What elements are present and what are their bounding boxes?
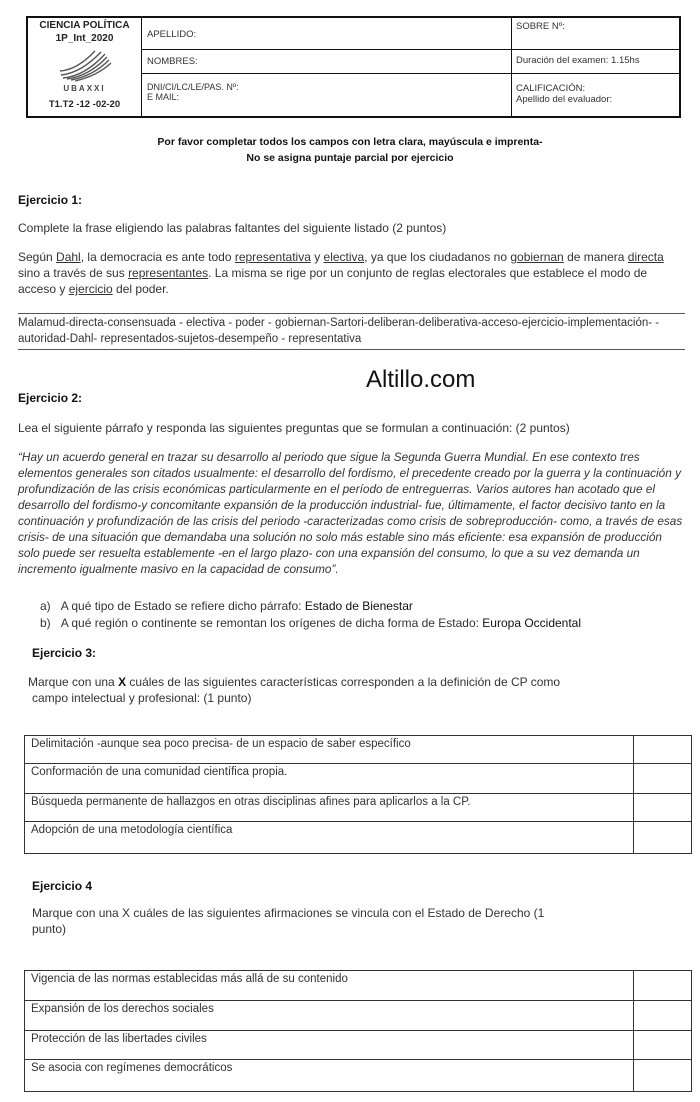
text-fragment: sino a través de sus (18, 266, 129, 280)
checkbox-cell[interactable] (634, 1001, 692, 1031)
table-cell: Adopción de una metodología científica (25, 822, 634, 854)
checkbox-cell[interactable] (634, 794, 692, 822)
answer-word: electiva (323, 250, 365, 264)
ej1-sentence (18, 249, 686, 297)
text-fragment: , la democracia es ante todo (80, 250, 235, 264)
text-fragment: de manera (563, 250, 628, 264)
duracion-label: Duración del examen: 1.15hs (516, 55, 640, 66)
table-cell: Delimitación -aunque sea poco precisa- de un espacio de saber específico (25, 736, 634, 764)
apellido-field[interactable] (142, 18, 512, 50)
text-fragment: , ya que los ciudadanos no (364, 250, 511, 264)
dni-label: DNI/CI/LC/LE/PAS. Nº: (147, 82, 239, 92)
table-cell: Búsqueda permanente de hallazgos en otras disciplinas afines para aplicarlos a la CP. (25, 794, 634, 822)
table-row (25, 822, 692, 854)
table-row (25, 1031, 692, 1060)
answer-word: representativa (234, 250, 311, 264)
evaluador-label: Apellido del evaluador: (516, 94, 613, 105)
watermark: Altillo.com (366, 366, 476, 393)
ej2-question-a (40, 598, 413, 614)
answer-word: acceso (18, 282, 57, 296)
table-row (25, 971, 692, 1001)
ej1-word-list: Malamud-directa-consensuada - electiva - poder - gobiernan-Sartori-deliberan-deliberativa-acceso-ejercicio-implementación- -autoridad-Dahl- representados-sujetos-desempeño - representativa (18, 313, 685, 350)
list-marker: b) (40, 616, 51, 630)
ej1-instruction: Complete la frase eligiendo las palabras faltantes del siguiente listado (2 puntos) (18, 221, 447, 235)
answer-text: Europa Occidental (482, 616, 582, 630)
ej2-title: Ejercicio 2: (18, 391, 83, 405)
sobre-label: SOBRE Nº: (516, 21, 565, 32)
table-row (25, 736, 692, 764)
nombres-label: NOMBRES: (147, 56, 198, 67)
answer-word: gobiernan (510, 250, 564, 264)
answer-word: directa (627, 250, 664, 264)
table-cell: Vigencia de las normas establecidas más allá de su contenido (25, 971, 634, 1001)
course-code: 1P_Int_2020 (55, 33, 114, 44)
calificacion-label: CALIFICACIÓN: (516, 83, 586, 94)
table-row (25, 1060, 692, 1092)
checkbox-cell[interactable] (634, 1031, 692, 1060)
checkbox-cell[interactable] (634, 822, 692, 854)
apellido-label: APELLIDO: (147, 29, 197, 40)
ej1-title: Ejercicio 1: (18, 193, 83, 207)
ej3-table (24, 735, 692, 854)
text-fragment: y (310, 250, 324, 264)
dni-email-field[interactable] (142, 74, 512, 116)
duracion-cell (512, 50, 679, 74)
text-fragment: del poder. (112, 282, 169, 296)
answer-word: ejercicio (68, 282, 113, 296)
notice-line-1: Por favor completar todos los campos con letra clara, mayúscula e imprenta- (157, 136, 543, 148)
list-marker: a) (40, 599, 51, 613)
exam-code: T1.T2 -12 -02-20 (48, 99, 121, 110)
notice-line-2: No se asigna puntaje parcial por ejercicio (246, 152, 454, 164)
question-text: A qué región o continente se remontan los orígenes de dicha forma de Estado: (60, 616, 483, 630)
x-mark: X (118, 675, 127, 689)
ej4-table (24, 970, 692, 1092)
text-fragment: Marque con una (28, 675, 119, 689)
ej2-question-b (40, 615, 581, 631)
ej3-instruction-1 (28, 674, 560, 690)
text-fragment: y (56, 282, 69, 296)
ej2-instruction: Lea el siguiente párrafo y responda las siguientes preguntas que se formulan a continuación: (2 puntos) (18, 421, 570, 435)
sobre-field[interactable] (512, 18, 679, 50)
table-cell: Conformación de una comunidad científica propia. (25, 764, 634, 794)
table-row (25, 1001, 692, 1031)
table-cell: Protección de las libertades civiles (25, 1031, 634, 1060)
ubaxxi-logo-icon (55, 48, 115, 82)
checkbox-cell[interactable] (634, 764, 692, 794)
checkbox-cell[interactable] (634, 1060, 692, 1092)
answer-text: Estado de Bienestar (304, 599, 413, 613)
email-label: E MAIL: (147, 92, 180, 102)
course-name: CIENCIA POLÍTICA (39, 20, 130, 31)
text-fragment: . La misma se rige por un conjunto de reglas electorales que establece el modo de (208, 266, 648, 280)
ej4-instruction-2: punto) (32, 922, 67, 936)
checkbox-cell[interactable] (634, 736, 692, 764)
calificacion-field[interactable] (512, 74, 679, 116)
ej4-instruction-1: Marque con una X cuáles de las siguientes afirmaciones se vincula con el Estado de Derecho (1 (32, 906, 545, 920)
answer-word: representantes (128, 266, 209, 280)
text-fragment: Según (18, 250, 57, 264)
ej3-title: Ejercicio 3: (32, 646, 97, 660)
table-cell: Se asocia con regímenes democráticos (25, 1060, 634, 1092)
nombres-field[interactable] (142, 50, 512, 74)
table-row (25, 794, 692, 822)
ej4-title: Ejercicio 4 (32, 879, 93, 893)
ej3-instruction-2: campo intelectual y profesional: (1 punto) (32, 691, 252, 705)
answer-word: Dahl (56, 250, 81, 264)
course-logo-cell (28, 18, 142, 116)
ej2-quote: “Hay un acuerdo general en trazar su desarrollo al periodo que sigue la Segunda Guerra Mundial. En ese contexto tres elementos generales son citados usualmente: el desarrollo del fordismo, el precedente creado por la guerra y la continuación y profundización de las crisis económicas particularmente en el período de entreguerras. Varios autores han acotado que el desarrollo del fordismo-y concomitante expansión de la producción industrial- fue, últimamente, el factor decisivo tanto en la continuación y profundización de las crisis del periodo -caracterizadas como crisis de sobreproducción- como, a través de esas crisis- de una situación que demandaba una solución no solo más estable sino más eficiente: esa expansión de producción solo puede ser resuelta establemente -en el largo plazo- con una expansión del consumo, lo que a su vez demanda un incremento igualmente masivo en la capacidad de consumo”. (18, 450, 683, 576)
table-row (25, 764, 692, 794)
exam-header (26, 16, 681, 118)
text-fragment: cuáles de las siguientes características corresponden a la definición de CP como (126, 675, 561, 689)
logo-text: UBAXXI (63, 84, 106, 93)
question-text: A qué tipo de Estado se refiere dicho párrafo: (60, 599, 305, 613)
table-cell: Expansión de los derechos sociales (25, 1001, 634, 1031)
checkbox-cell[interactable] (634, 971, 692, 1001)
